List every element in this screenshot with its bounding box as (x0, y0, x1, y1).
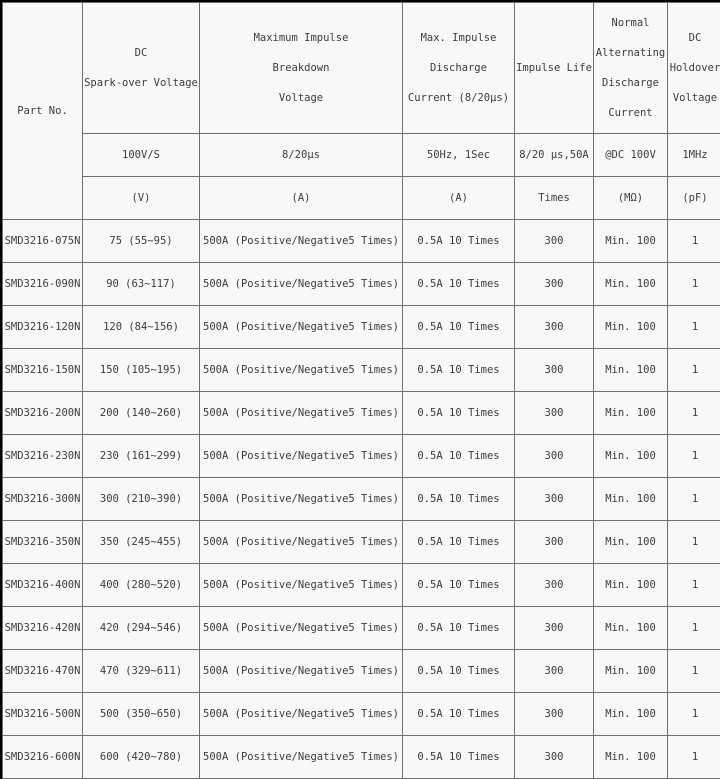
table-cell: 1 (668, 736, 720, 779)
header-label: Max. Impulse (420, 32, 497, 44)
table-cell: 500A (Positive/Negative5 Times) (200, 392, 403, 435)
unit-breakdown: (A) (200, 177, 403, 220)
table-cell: Min. 100 (594, 349, 668, 392)
table-cell: 0.5A 10 Times (403, 650, 515, 693)
header-label: Breakdown (272, 62, 330, 74)
table-cell: Min. 100 (594, 435, 668, 478)
header-label: Impulse Life (516, 62, 592, 74)
table-cell: 500A (Positive/Negative5 Times) (200, 521, 403, 564)
table-cell: Min. 100 (594, 263, 668, 306)
table-cell: 300 (515, 220, 594, 263)
table-cell: 0.5A 10 Times (403, 521, 515, 564)
table-cell: 300 (515, 650, 594, 693)
table-cell: 300 (515, 521, 594, 564)
table-cell: 500A (Positive/Negative5 Times) (200, 478, 403, 521)
table-cell: 470 (329~611) (83, 650, 200, 693)
table-cell: 350 (245~455) (83, 521, 200, 564)
table-cell: 300 (210~390) (83, 478, 200, 521)
table-cell: SMD3216-420N (3, 607, 83, 650)
table-cell: 500 (350~650) (83, 693, 200, 736)
unit-discharge: (A) (403, 177, 515, 220)
header-label: Current (608, 107, 653, 119)
table-cell: 90 (63~117) (83, 263, 200, 306)
table-cell: 300 (515, 306, 594, 349)
table-cell: 300 (515, 478, 594, 521)
header-unit-row (3, 177, 720, 220)
table-cell: 300 (515, 392, 594, 435)
table-cell: Min. 100 (594, 650, 668, 693)
condition-spark-over: 100V/S (83, 134, 200, 177)
table-cell: 200 (140~260) (83, 392, 200, 435)
table-cell: 1 (668, 306, 720, 349)
table-cell: Min. 100 (594, 736, 668, 779)
table-cell: Min. 100 (594, 306, 668, 349)
table-cell: 1 (668, 392, 720, 435)
table-cell: 1 (668, 650, 720, 693)
table-cell: 500A (Positive/Negative5 Times) (200, 607, 403, 650)
table-row (3, 478, 720, 521)
table-cell: 400 (280~520) (83, 564, 200, 607)
table-cell: 120 (84~156) (83, 306, 200, 349)
header-label: Alternating (595, 47, 666, 59)
table-cell: 500A (Positive/Negative5 Times) (200, 306, 403, 349)
table-cell: SMD3216-350N (3, 521, 83, 564)
header-label: Discharge (602, 77, 659, 89)
header-normal-alternating-discharge (594, 3, 668, 134)
header-spark-over-voltage (83, 3, 200, 134)
table-cell: 300 (515, 435, 594, 478)
header-label: Current (8/20μs) (407, 92, 510, 104)
spec-table (2, 2, 720, 779)
table-cell: 0.5A 10 Times (403, 263, 515, 306)
table-cell: 300 (515, 693, 594, 736)
header-impulse-breakdown-voltage (200, 3, 403, 134)
table-cell: 0.5A 10 Times (403, 306, 515, 349)
header-label: Maximum Impulse (253, 32, 349, 44)
table-row (3, 693, 720, 736)
spec-table-header (3, 3, 720, 220)
condition-breakdown: 8/20μs (200, 134, 403, 177)
table-cell: 1 (668, 263, 720, 306)
table-cell: SMD3216-500N (3, 693, 83, 736)
table-cell: 1 (668, 564, 720, 607)
table-cell: 300 (515, 607, 594, 650)
table-row (3, 306, 720, 349)
table-cell: 500A (Positive/Negative5 Times) (200, 650, 403, 693)
table-cell: Min. 100 (594, 220, 668, 263)
table-cell: 1 (668, 607, 720, 650)
header-label: Normal (611, 17, 650, 29)
table-cell: 500A (Positive/Negative5 Times) (200, 736, 403, 779)
condition-discharge: 50Hz, 1Sec (403, 134, 515, 177)
table-cell: SMD3216-470N (3, 650, 83, 693)
table-cell: 0.5A 10 Times (403, 693, 515, 736)
unit-impulse-life: Times (515, 177, 594, 220)
table-cell: 0.5A 10 Times (403, 607, 515, 650)
table-row (3, 263, 720, 306)
table-cell: SMD3216-200N (3, 392, 83, 435)
table-cell: SMD3216-400N (3, 564, 83, 607)
table-row (3, 650, 720, 693)
table-row (3, 736, 720, 779)
table-cell: 0.5A 10 Times (403, 435, 515, 478)
header-impulse-discharge-current (403, 3, 515, 134)
table-cell: 75 (55~95) (83, 220, 200, 263)
table-cell: 420 (294~546) (83, 607, 200, 650)
unit-holdover: (pF) (668, 177, 720, 220)
table-row (3, 564, 720, 607)
table-cell: SMD3216-120N (3, 306, 83, 349)
table-cell: SMD3216-150N (3, 349, 83, 392)
header-label: DC (134, 47, 148, 59)
table-cell: 300 (515, 349, 594, 392)
header-dc-holdover-voltage (668, 3, 720, 134)
table-cell: 230 (161~299) (83, 435, 200, 478)
table-cell: SMD3216-230N (3, 435, 83, 478)
table-cell: 0.5A 10 Times (403, 392, 515, 435)
table-cell: Min. 100 (594, 564, 668, 607)
table-row (3, 392, 720, 435)
table-cell: SMD3216-090N (3, 263, 83, 306)
table-cell: 500A (Positive/Negative5 Times) (200, 435, 403, 478)
table-cell: SMD3216-300N (3, 478, 83, 521)
unit-normal-alt: (MΩ) (594, 177, 668, 220)
header-title-row (3, 3, 720, 134)
table-cell: 500A (Positive/Negative5 Times) (200, 349, 403, 392)
table-cell: Min. 100 (594, 392, 668, 435)
header-part-no (3, 3, 83, 220)
condition-holdover: 1MHz (668, 134, 720, 177)
table-cell: 1 (668, 521, 720, 564)
table-cell: 0.5A 10 Times (403, 220, 515, 263)
table-cell: 500A (Positive/Negative5 Times) (200, 220, 403, 263)
table-cell: 500A (Positive/Negative5 Times) (200, 564, 403, 607)
condition-normal-alt: @DC 100V (594, 134, 668, 177)
table-cell: 150 (105~195) (83, 349, 200, 392)
table-cell: 1 (668, 220, 720, 263)
header-label: Spark-over Voltage (84, 77, 198, 89)
condition-impulse-life: 8/20 μs,50A (515, 134, 594, 177)
table-row (3, 349, 720, 392)
table-cell: 1 (668, 478, 720, 521)
header-label: DC (688, 32, 702, 44)
table-cell: SMD3216-075N (3, 220, 83, 263)
table-cell: 1 (668, 693, 720, 736)
table-cell: 300 (515, 736, 594, 779)
table-cell: 1 (668, 435, 720, 478)
spec-table-body (3, 220, 720, 779)
header-condition-row (3, 134, 720, 177)
table-row (3, 607, 720, 650)
table-cell: 300 (515, 564, 594, 607)
header-label: Voltage (278, 92, 324, 104)
table-cell: 500A (Positive/Negative5 Times) (200, 263, 403, 306)
header-impulse-life (515, 3, 594, 134)
table-cell: 500A (Positive/Negative5 Times) (200, 693, 403, 736)
table-cell: 0.5A 10 Times (403, 564, 515, 607)
header-label: Holdover (669, 62, 720, 74)
table-cell: 600 (420~780) (83, 736, 200, 779)
table-cell: Min. 100 (594, 693, 668, 736)
table-cell: 0.5A 10 Times (403, 736, 515, 779)
table-cell: Min. 100 (594, 478, 668, 521)
table-row (3, 521, 720, 564)
unit-spark-over: (V) (83, 177, 200, 220)
table-cell: 0.5A 10 Times (403, 478, 515, 521)
table-cell: 300 (515, 263, 594, 306)
table-cell: 0.5A 10 Times (403, 349, 515, 392)
table-row (3, 220, 720, 263)
table-row (3, 435, 720, 478)
header-label: Part No. (17, 105, 68, 117)
header-label: Voltage (672, 92, 718, 104)
table-cell: 1 (668, 349, 720, 392)
header-label: Discharge (430, 62, 487, 74)
table-cell: SMD3216-600N (3, 736, 83, 779)
table-cell: Min. 100 (594, 607, 668, 650)
table-cell: Min. 100 (594, 521, 668, 564)
